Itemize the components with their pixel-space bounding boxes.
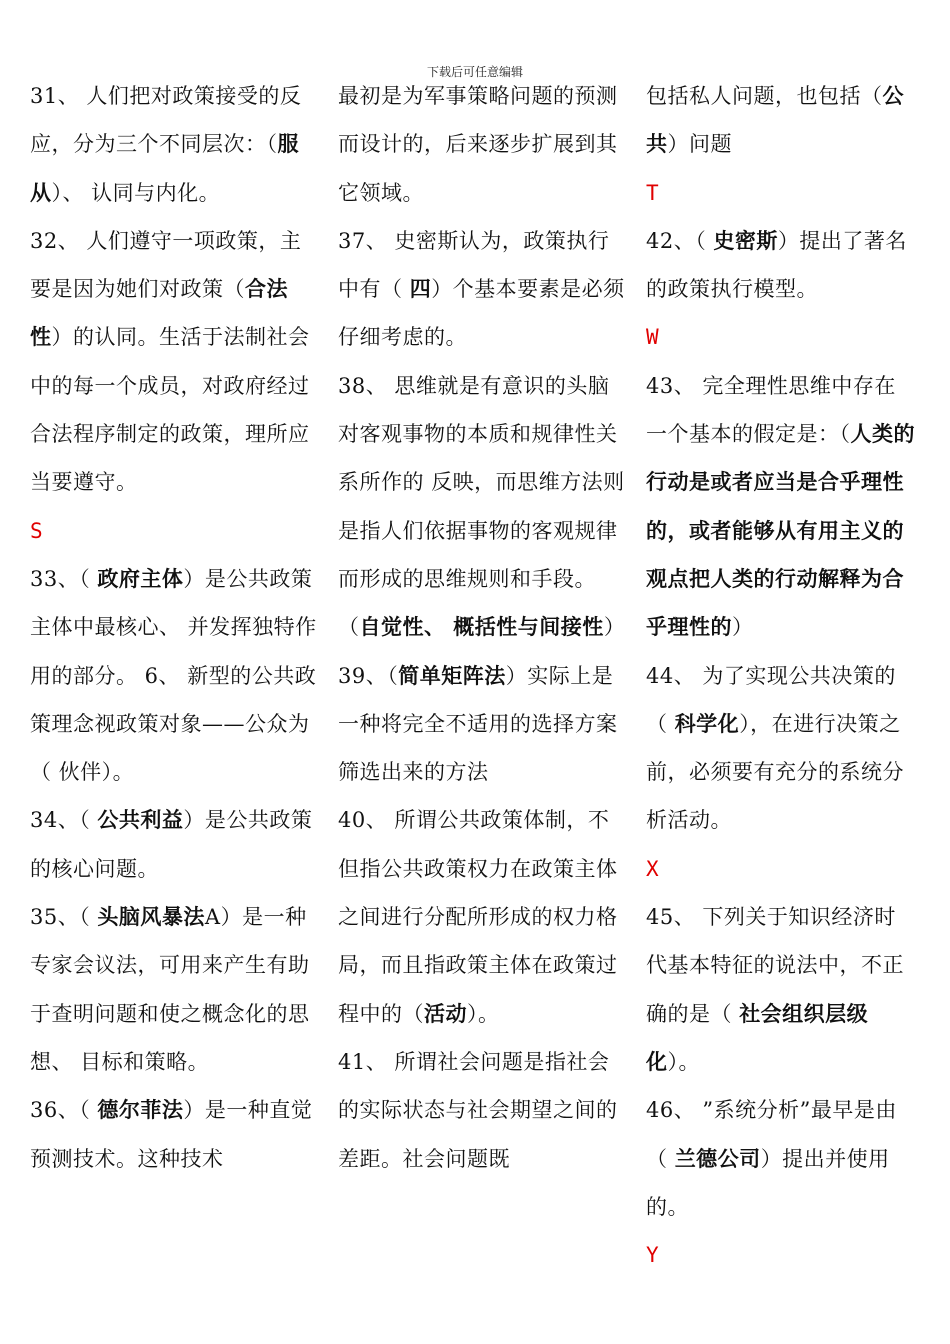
question-text: ）。 <box>667 1049 700 1074</box>
question-text: 46、 ”系统分析”最早是由（ <box>646 1098 897 1171</box>
answer-text: 简单矩阵法 <box>398 663 506 688</box>
question-item <box>338 796 628 1037</box>
question-item <box>30 217 320 507</box>
question-item <box>338 72 628 217</box>
question-text: 34、（ <box>30 808 98 833</box>
question-text: 37、 史密斯认为，政策执行中有（ <box>338 228 610 302</box>
question-text: 31、 人们把对政策接受的反应，分为三个不同层次：（ <box>30 84 302 157</box>
question-text: 39、（ <box>338 663 399 688</box>
question-item <box>646 1086 916 1231</box>
column-3 <box>646 72 916 1279</box>
question-item <box>30 1086 320 1183</box>
answer-text: 社会组织层级化 <box>646 1001 869 1074</box>
question-text: ）、 认同与内化。 <box>51 180 221 205</box>
question-item <box>30 72 320 217</box>
question-item <box>338 652 628 797</box>
answer-text: 服从 <box>30 132 299 205</box>
question-text: ）问题 <box>667 132 732 157</box>
question-text: ）的认同。生活于法制社会中的每一个成员，对政府经过合法程序制定的政策，理所应当要遵守。 <box>30 325 310 495</box>
question-text: ），在进行决策之前，必须要有充分的系统分析活动。 <box>646 711 904 833</box>
question-text: 43、 完全理性思维中存在一个基本的假定是：（ <box>646 373 896 447</box>
question-item <box>30 796 320 893</box>
answer-text: 史密斯 <box>713 228 778 253</box>
question-text: 35、（ <box>30 905 98 930</box>
answer-text: 头脑风暴法 <box>97 905 205 930</box>
question-text: 32、 人们遵守一项政策，主要是因为她们对政策（ <box>30 228 302 302</box>
answer-text: 德尔菲法 <box>97 1098 184 1123</box>
section-letter: S <box>30 518 44 543</box>
question-text: 36、（ <box>30 1098 98 1123</box>
answer-text: 活动 <box>424 1001 467 1026</box>
question-item <box>338 362 628 652</box>
question-text: ）实际上是一种将完全不适用的选择方案筛选出来的方法 <box>338 663 618 785</box>
column-2 <box>338 72 628 1183</box>
question-item <box>646 217 916 314</box>
question-text: ）个基本要素是必须仔细考虑的。 <box>338 277 625 350</box>
question-item <box>646 72 916 169</box>
question-text: ）提出并使用的。 <box>646 1146 890 1219</box>
question-text: ） <box>603 615 626 640</box>
question-text: ） <box>732 615 754 640</box>
question-text: 41、 所谓社会问题是指社会的实际状态与社会期望之间的差距。社会问题既 <box>338 1049 618 1171</box>
question-text: 42、（ <box>646 228 714 253</box>
question-text: 45、 下列关于知识经济时代基本特征的说法中，不正确的是（ <box>646 905 904 1026</box>
answer-text: 自觉性、 概括性与间接性 <box>359 615 604 640</box>
question-item <box>338 1038 628 1183</box>
section-letter: W <box>646 325 660 350</box>
answer-text: 四 <box>409 277 432 302</box>
question-text: ）是公共政策的核心问题。 <box>30 808 313 881</box>
answer-text: 人类的行动是或者应当是合乎理性的，或者能够从有用主义的观点把人类的行动解释为合乎理性的 <box>646 422 915 640</box>
question-item <box>646 652 916 845</box>
question-text: 33、（ <box>30 566 98 591</box>
section-letter: Y <box>646 1243 660 1268</box>
answer-text: 公共 <box>646 84 904 157</box>
question-text: ）。 <box>467 1001 500 1026</box>
question-text: 38、 思维就是有意识的头脑对客观事物的本质和规律性关系所作的 反映，而思维方法则是指人们依据事物的客观规律而形成的思维规则和手段。（ <box>338 373 625 640</box>
question-item <box>30 893 320 1086</box>
question-text: 40、 所谓公共政策体制，不但指公共政策权力在政策主体之间进行分配所形成的权力格局，而且指政策主体在政策过程中的（ <box>338 808 618 1026</box>
answer-text: 合法性 <box>30 277 288 350</box>
question-text: A）是一种专家会议法，可用来产生有助于查明问题和使之概念化的思想、 目标和策略。 <box>30 905 310 1074</box>
page-header: 下载后可任意编辑 <box>426 65 523 79</box>
section-letter: X <box>646 856 660 881</box>
question-text: ）是公共政策主体中最核心、 并发挥独特作用的部分。 6、 新型的公共政策理念视政策对象——公众为（ 伙伴）。 <box>30 566 317 785</box>
question-item <box>646 362 916 652</box>
answer-text: 政府主体 <box>97 566 184 591</box>
question-text: 44、 为了实现公共决策的（ <box>646 663 896 736</box>
question-text: 最初是为军事策略问题的预测而设计的，后来逐步扩展到其它领域。 <box>338 84 618 205</box>
question-item <box>30 555 320 796</box>
question-text: ）提出了著名的政策执行模型。 <box>646 228 907 302</box>
answer-text: 公共利益 <box>97 808 184 833</box>
question-item <box>646 893 916 1086</box>
question-text: 包括私人问题，也包括（ <box>646 84 883 108</box>
column-1 <box>30 72 320 1183</box>
section-letter: T <box>646 180 660 205</box>
question-text: ）是一种直觉预测技术。这种技术 <box>30 1098 313 1171</box>
answer-text: 科学化 <box>674 711 740 736</box>
answer-text: 兰德公司 <box>674 1146 761 1171</box>
question-item <box>338 217 628 362</box>
